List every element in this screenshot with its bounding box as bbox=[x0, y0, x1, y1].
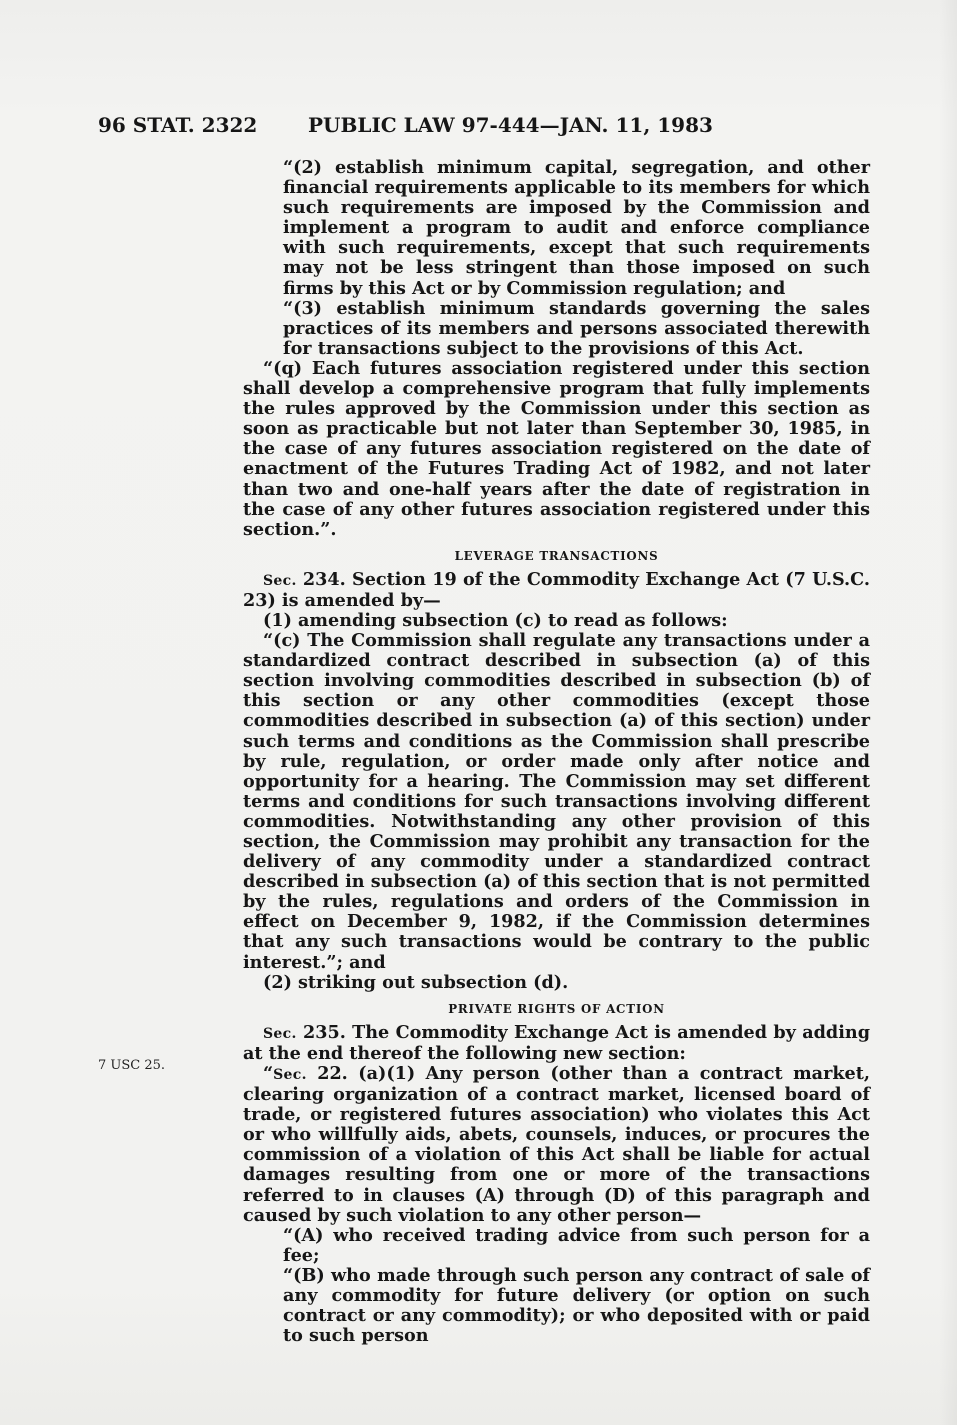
margin-note-usc: 7 USC 25. bbox=[98, 1058, 166, 1073]
page-header bbox=[98, 113, 858, 141]
paragraph-financial-requirements: “(2) establish minimum capital, segregation, and other financial requirements applicable to its members for which such requirements are imposed by the Commission and implement a program to audit and enforce compliance with such requirements, except that such requirements may not be less stringent than those imposed on such firms by this Act or by Commission regulation; and bbox=[283, 157, 870, 299]
section-heading-leverage: LEVERAGE TRANSACTIONS bbox=[454, 548, 659, 563]
sec-22-label: Sec. bbox=[273, 1066, 307, 1083]
sec-22-open-quote: “ bbox=[263, 1062, 274, 1084]
sec-234-text: 234. Section 19 of the Commodity Exchange Act (7 U.S.C. 23) is amended by— bbox=[243, 568, 870, 611]
paragraph-sec-22 bbox=[243, 1064, 870, 1226]
paragraph-sec-234 bbox=[243, 570, 870, 611]
paragraph-sales-practices: “(3) establish minimum standards governing the sales practices of its members and persons associated therewith for transactions subject to the provisions of this Act. bbox=[283, 297, 870, 359]
paragraph-subsection-q: “(q) Each futures association registered under this section shall develop a comprehensive program that fully implements the rules approved by the Commission under this section as soon as practicable but not later than September 30, 1985, in the case of any futures association registered on the date of enactment of the Futures Trading Act of 1982, and not later than two and one-half years after the date of registration in the case of any other futures association registered under this section.”. bbox=[243, 357, 870, 540]
paragraph-item-1: (1) amending subsection (c) to read as follows: bbox=[263, 609, 728, 631]
sec-234-label: Sec. bbox=[263, 572, 297, 589]
sec-22-text: 22. (a)(1) Any person (other than a contract market, clearing organization of a contract market, licensed board of trade, or registered futures association) who violates this Act or who willfully aids, abets, counsels, induces, or procures the commission of a violation of this Act shall be liable for actual damages resulting from one or more of the transactions referred to in clauses (A) through (D) of this paragraph and caused by such violation to any other person— bbox=[243, 1062, 870, 1226]
statute-citation: 96 STAT. 2322 bbox=[98, 113, 258, 137]
page-edge-shadow bbox=[939, 0, 957, 1425]
section-heading-private-rights: PRIVATE RIGHTS OF ACTION bbox=[448, 1001, 665, 1016]
sec-235-label: Sec. bbox=[263, 1025, 297, 1042]
sec-235-text: 235. The Commodity Exchange Act is amended by adding at the end thereof the following new section: bbox=[243, 1021, 870, 1064]
paragraph-item-2: (2) striking out subsection (d). bbox=[263, 971, 569, 993]
paragraph-clause-a: “(A) who received trading advice from such person for a fee; bbox=[283, 1224, 870, 1266]
public-law-title: PUBLIC LAW 97-444—JAN. 11, 1983 bbox=[308, 113, 713, 137]
paragraph-subsection-c: “(c) The Commission shall regulate any transactions under a standardized contract described in subsection (a) of this section involving commodities described in subsection (b) of this section or any other commodities (except those commodities described in subsection (a) of this section) under such terms and conditions as the Commission shall prescribe by rule, regulation, or order made only after notice and opportunity for a hearing. The Commission may set different terms and conditions for such transactions involving different commodities. Notwithstanding any other provision of this section, the Commission may prohibit any transaction for the delivery of any commodity under a standardized contract described in subsection (a) of this section that is not permitted by the rules, regulations and orders of the Commission in effect on December 9, 1982, if the Commission determines that any such transactions would be contrary to the public interest.”; and bbox=[243, 630, 870, 973]
statute-text bbox=[243, 158, 870, 1346]
paragraph-sec-235 bbox=[243, 1023, 870, 1064]
paragraph-clause-b: “(B) who made through such person any contract of sale of any commodity for future delivery (or option on such contract or any commodity); or who deposited with or paid to such person bbox=[283, 1264, 870, 1347]
